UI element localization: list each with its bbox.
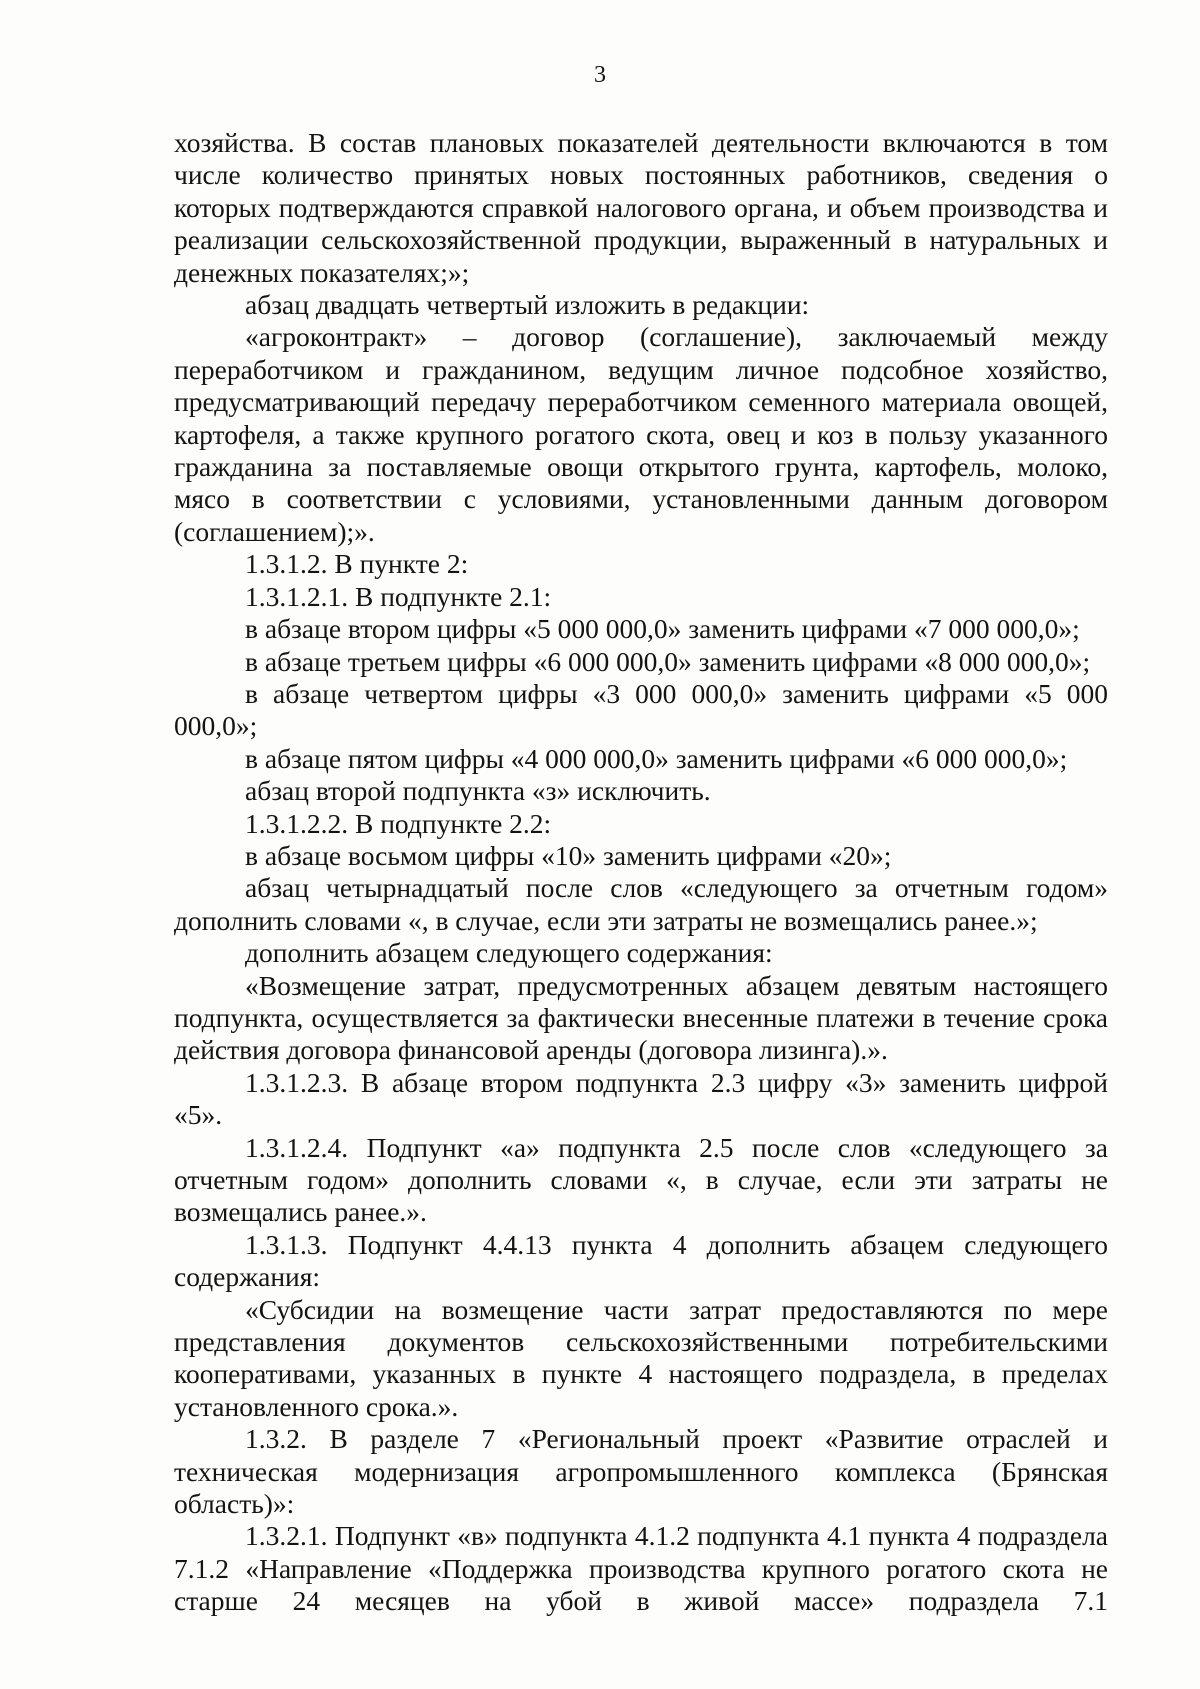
- paragraph: хозяйства. В состав плановых показателей деятельности включаются в том числе количество принятых новых постоянных работников, сведения о которых подтверждаются справкой налогового органа, и объем производства и реализации сельскохозяйственной продукции, выраженный в натуральных и денежных показателях;»;: [174, 127, 1108, 288]
- paragraph: абзац двадцать четвертый изложить в редакции:: [245, 289, 810, 321]
- page-number: 3: [594, 62, 606, 88]
- paragraph: в абзаце четвертом цифры «3 000 000,0» заменить цифрами «5 000 000,0»;: [174, 677, 1108, 742]
- paragraph: «Возмещение затрат, предусмотренных абзацем девятым настоящего подпункта, осуществляется за фактически внесенные платежи в течение срока действия договора финансовой аренды (договора лизинга).».: [174, 969, 1108, 1066]
- paragraph: в абзаце пятом цифры «4 000 000,0» заменить цифрами «6 000 000,0»;: [245, 742, 1068, 774]
- paragraph: абзац четырнадцатый после слов «следующего за отчетным годом» дополнить словами «, в случае, если эти затраты не возмещались ранее.»;: [174, 872, 1108, 936]
- document-body: [174, 127, 1108, 1618]
- paragraph: 1.3.1.2.4. Подпункт «а» подпункта 2.5 после слов «следующего за отчетным годом» дополнить словами «, в случае, если эти затраты не возмещались ранее.».: [174, 1131, 1108, 1228]
- paragraph: в абзаце восьмом цифры «10» заменить цифрами «20»;: [245, 839, 892, 871]
- paragraph: 1.3.1.2.2. В подпункте 2.2:: [245, 807, 552, 839]
- paragraph: 1.3.2.1. Подпункт «в» подпункта 4.1.2 подпункта 4.1 пункта 4 подраздела 7.1.2 «Направление «Поддержка производства крупного рогатого скота не старше 24 месяцев на убой в живой массе» подраздела 7.1: [174, 1520, 1108, 1617]
- paragraph: «агроконтракт» – договор (соглашение), заключаемый между переработчиком и гражданином, ведущим личное подсобное хозяйство, предусматривающий передачу переработчиком семенного материала овощей, картофеля, а также крупного рогатого скота, овец и коз в пользу указанного гражданина за поставляемые овощи открытого грунта, картофель, молоко, мясо в соответствии с условиями, установленными данным договором (соглашением);».: [174, 321, 1108, 547]
- paragraph: абзац второй подпункта «з» исключить.: [245, 775, 711, 807]
- paragraph: 1.3.2. В разделе 7 «Региональный проект «Развитие отраслей и техническая модернизация агропромышленного комплекса (Брянская область)»:: [174, 1423, 1108, 1520]
- paragraph: в абзаце втором цифры «5 000 000,0» заменить цифрами «7 000 000,0»;: [245, 613, 1080, 645]
- paragraph: 1.3.1.2.1. В подпункте 2.1:: [245, 580, 552, 612]
- paragraph: 1.3.1.2. В пункте 2:: [245, 548, 469, 580]
- paragraph: 1.3.1.3. Подпункт 4.4.13 пункта 4 дополнить абзацем следующего содержания:: [174, 1228, 1108, 1293]
- paragraph: «Субсидии на возмещение части затрат предоставляются по мере представления документов сельскохозяйственными потребительскими кооперативами, указанных в пункте 4 настоящего подраздела, в пределах установленного срока.».: [174, 1293, 1108, 1422]
- paragraph: 1.3.1.2.3. В абзаце втором подпункта 2.3 цифру «3» заменить цифрой «5».: [174, 1066, 1108, 1131]
- paragraph: в абзаце третьем цифры «6 000 000,0» заменить цифрами «8 000 000,0»;: [245, 645, 1091, 677]
- paragraph: дополнить абзацем следующего содержания:: [245, 937, 773, 969]
